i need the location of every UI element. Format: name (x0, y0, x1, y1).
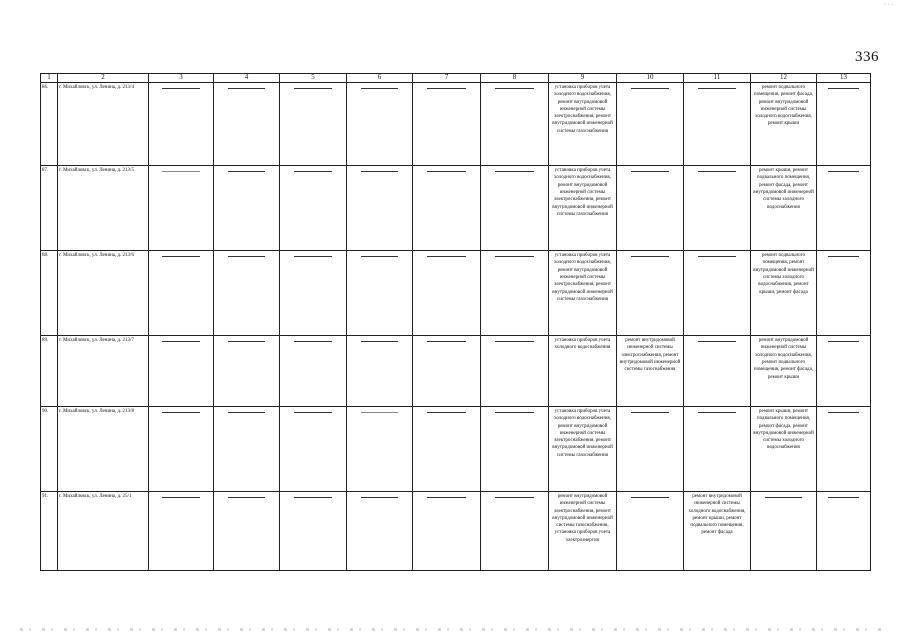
dash-mark (228, 412, 266, 413)
dash-mark (361, 256, 399, 257)
empty-cell (149, 83, 214, 166)
dash-mark (361, 171, 399, 172)
empty-cell (684, 166, 751, 251)
works-col9: установка приборов учета холодного водоснабжения, ремонт внутридомовой инженерной системы электроснабжения, ремонт внутридомовой инженерной системы газоснабжения (549, 166, 617, 251)
dash-mark (361, 88, 399, 89)
empty-cell (413, 251, 481, 336)
table-row (41, 83, 871, 166)
header-cell: 5 (280, 74, 347, 83)
empty-cell (481, 406, 549, 491)
table-row (41, 491, 871, 570)
dash-mark (162, 256, 199, 257)
empty-cell (280, 83, 347, 166)
empty-cell (149, 251, 214, 336)
header-cell: 8 (481, 74, 549, 83)
dash-mark (698, 256, 736, 257)
dash-mark (427, 256, 466, 257)
row-number: 87. (41, 166, 58, 251)
works-col12: ремонт подвального помещения, ремонт фасада, ремонт внутридомовой инженерной системы холодного водоснабжения, ремонт крыши (751, 83, 817, 166)
empty-cell (413, 406, 481, 491)
empty-cell (481, 251, 549, 336)
empty-cell (413, 336, 481, 407)
header-cell: 6 (347, 74, 413, 83)
empty-cell (149, 406, 214, 491)
empty-cell (413, 83, 481, 166)
empty-cell (481, 491, 549, 570)
works-col12: ремонт крыши, ремонт подвального помещения, ремонт фасада, ремонт внутридомовой инженерной системы холодного водоснабжения (751, 166, 817, 251)
empty-cell (817, 251, 871, 336)
dash-mark (698, 412, 736, 413)
empty-cell (347, 336, 413, 407)
dash-mark (228, 88, 266, 89)
works-col10: ремонт внутридомовой инженерной системы электроснабжения, ремонт внутридомовой инженерной системы газоснабжения (617, 336, 684, 407)
dash-mark (228, 256, 266, 257)
works-col12: ремонт крыши, ремонт подвального помещения, ремонт фасада, ремонт внутридомовой инженерной системы холодного водоснабжения (751, 406, 817, 491)
row-address: г. Михайловск, ул. Ленина, д. 213/7 (58, 336, 149, 407)
dash-mark (698, 341, 736, 342)
dash-mark (294, 497, 332, 498)
dash-mark (828, 88, 859, 89)
empty-cell (280, 251, 347, 336)
table-row (41, 166, 871, 251)
header-cell: 1 (41, 74, 58, 83)
works-col9: установка приборов учета холодного водоснабжения, ремонт внутридомовой инженерной системы электроснабжения, ремонт внутридомовой инженерной системы газоснабжения (549, 83, 617, 166)
dash-mark (427, 412, 466, 413)
dash-mark (828, 412, 859, 413)
table-row (41, 336, 871, 407)
dash-mark (631, 412, 669, 413)
empty-cell (751, 491, 817, 570)
header-cell: 2 (58, 74, 149, 83)
row-number: 89. (41, 336, 58, 407)
dash-mark (162, 88, 199, 89)
empty-cell (149, 491, 214, 570)
dash-mark (294, 412, 332, 413)
empty-cell (347, 166, 413, 251)
dash-mark (361, 497, 399, 498)
works-col12: ремонт внутридомовой инженерной системы холодного водоснабжения, ремонт подвального помещения, ремонт фасада, ремонт крыши (751, 336, 817, 407)
table-row (41, 251, 871, 336)
works-table (40, 73, 871, 571)
empty-cell (481, 336, 549, 407)
dash-mark (828, 341, 859, 342)
empty-cell (481, 166, 549, 251)
empty-cell (214, 491, 280, 570)
header-cell: 13 (817, 74, 871, 83)
dash-mark (631, 256, 669, 257)
dash-mark (495, 412, 534, 413)
dash-mark (495, 171, 534, 172)
dash-mark (294, 88, 332, 89)
dash-mark (294, 341, 332, 342)
empty-cell (817, 406, 871, 491)
empty-cell (684, 83, 751, 166)
scan-corner-mark: · · · (884, 2, 893, 8)
works-col9: установка приборов учета холодного водоснабжения, ремонт внутридомовой инженерной системы электроснабжения, ремонт внутридомовой инженерной системы газоснабжения (549, 406, 617, 491)
empty-cell (280, 406, 347, 491)
dash-mark (495, 341, 534, 342)
page-number: 336 (855, 49, 879, 65)
dash-mark (162, 171, 199, 172)
dash-mark (698, 171, 736, 172)
empty-cell (617, 491, 684, 570)
empty-cell (684, 406, 751, 491)
empty-cell (617, 166, 684, 251)
row-number: 90. (41, 406, 58, 491)
empty-cell (617, 406, 684, 491)
empty-cell (280, 166, 347, 251)
dash-mark (495, 497, 534, 498)
row-address: г. Михайловск, ул. Ленина, д. 213/6 (58, 251, 149, 336)
row-number: 88. (41, 251, 58, 336)
empty-cell (280, 491, 347, 570)
row-number: 91. (41, 491, 58, 570)
dash-mark (294, 256, 332, 257)
empty-cell (413, 491, 481, 570)
empty-cell (214, 406, 280, 491)
dash-mark (828, 256, 859, 257)
dash-mark (631, 497, 669, 498)
empty-cell (817, 491, 871, 570)
empty-cell (347, 251, 413, 336)
empty-cell (817, 166, 871, 251)
dash-mark (228, 497, 266, 498)
works-col9: ремонт внутридомовой инженерной системы электроснабжения, ремонт внутридомовой инженерной системы газоснабжения, установка приборов учета электроэнергии (549, 491, 617, 570)
dash-mark (162, 497, 199, 498)
dash-mark (427, 497, 466, 498)
works-col12: ремонт подвального помещения, ремонт внутридомовой инженерной системы холодного водоснабжения, ремонт крыши, ремонт фасада (751, 251, 817, 336)
dash-mark (427, 341, 466, 342)
empty-cell (347, 491, 413, 570)
works-col11: ремонт внутридомовой инженерной системы холодного водоснабжения, ремонт крыши, ремонт подвального помещения, ремонт фасада (684, 491, 751, 570)
empty-cell (347, 406, 413, 491)
empty-cell (413, 166, 481, 251)
dash-mark (828, 497, 859, 498)
row-address: г. Михайловск, ул. Ленина, д. 213/4 (58, 83, 149, 166)
header-cell: 11 (684, 74, 751, 83)
row-number: 86. (41, 83, 58, 166)
header-cell: 10 (617, 74, 684, 83)
empty-cell (149, 336, 214, 407)
dash-mark (162, 412, 199, 413)
dash-mark (698, 88, 736, 89)
header-cell: 7 (413, 74, 481, 83)
dash-mark (361, 412, 399, 413)
empty-cell (214, 251, 280, 336)
row-address: г. Михайловск, ул. Ленина, д. 213/5 (58, 166, 149, 251)
row-address: г. Михайловск, ул. Ленина, д. 25/1 (58, 491, 149, 570)
dash-mark (228, 341, 266, 342)
dash-mark (631, 171, 669, 172)
empty-cell (481, 83, 549, 166)
header-cell: 3 (149, 74, 214, 83)
works-col9: установка приборов учета холодного водоснабжения (549, 336, 617, 407)
empty-cell (280, 336, 347, 407)
header-cell: 4 (214, 74, 280, 83)
scan-artifact-strip (20, 628, 885, 631)
empty-cell (817, 83, 871, 166)
row-address: г. Михайловск, ул. Ленина, д. 213/8 (58, 406, 149, 491)
empty-cell (347, 83, 413, 166)
works-col9: установка приборов учета холодного водоснабжения, ремонт внутридомовой инженерной системы электроснабжения, ремонт внутридомовой инженерной системы газоснабжения (549, 251, 617, 336)
dash-mark (631, 88, 669, 89)
dash-mark (427, 171, 466, 172)
dash-mark (294, 171, 332, 172)
empty-cell (214, 166, 280, 251)
empty-cell (214, 83, 280, 166)
empty-cell (617, 251, 684, 336)
header-cell: 9 (549, 74, 617, 83)
empty-cell (149, 166, 214, 251)
dash-mark (427, 88, 466, 89)
empty-cell (214, 336, 280, 407)
empty-cell (817, 336, 871, 407)
header-row (41, 74, 871, 83)
empty-cell (684, 251, 751, 336)
dash-mark (495, 88, 534, 89)
empty-cell (684, 336, 751, 407)
dash-mark (228, 171, 266, 172)
dash-mark (828, 171, 859, 172)
dash-mark (765, 497, 803, 498)
dash-mark (162, 341, 199, 342)
dash-mark (361, 341, 399, 342)
table-row (41, 406, 871, 491)
dash-mark (495, 256, 534, 257)
empty-cell (617, 83, 684, 166)
header-cell: 12 (751, 74, 817, 83)
